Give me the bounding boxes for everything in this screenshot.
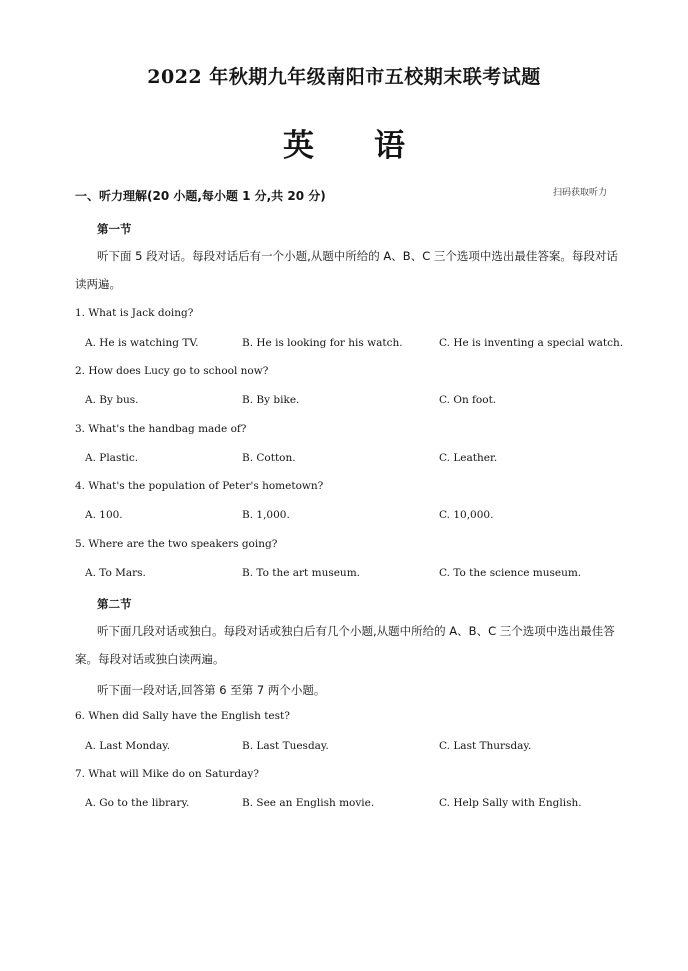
- part2-instruction: 听下面几段对话或独白。每段对话或独白后有几个小题,从题中所给的 A、B、C 三个选项中选出最佳答案。每段对话或独白读两遍。: [75, 624, 615, 666]
- option-c: C. Help Sally with English.: [439, 797, 582, 809]
- option-c: C. On foot.: [439, 394, 497, 406]
- option-b: B. Cotton.: [242, 452, 296, 464]
- option-b: B. He is looking for his watch.: [242, 337, 403, 349]
- option-a: A. He is watching TV.: [85, 337, 199, 349]
- option-b: B. Last Tuesday.: [242, 740, 329, 752]
- qr-audio-note: 扫码获取听力: [553, 188, 608, 198]
- option-b: B. By bike.: [242, 394, 300, 406]
- question-2: 2. How does Lucy go to school now?: [75, 365, 269, 377]
- option-c: C. To the science museum.: [439, 567, 582, 579]
- option-a: A. Go to the library.: [85, 797, 190, 809]
- option-b: B. See an English movie.: [242, 797, 375, 809]
- option-a: A. Last Monday.: [85, 740, 171, 752]
- option-b: B. 1,000.: [242, 509, 290, 521]
- option-a: A. Plastic.: [85, 452, 139, 464]
- question-3: 3. What's the handbag made of?: [75, 423, 247, 435]
- option-c: C. He is inventing a special watch.: [439, 337, 624, 349]
- option-c: C. Last Thursday.: [439, 740, 532, 752]
- question-6: 6. When did Sally have the English test?: [75, 710, 290, 722]
- option-a: A. To Mars.: [85, 567, 146, 579]
- option-a: A. 100.: [85, 509, 123, 521]
- subject-heading: 英语: [283, 128, 465, 164]
- part2-label: 第二节: [97, 597, 132, 611]
- question-1: 1. What is Jack doing?: [75, 307, 194, 319]
- part1-instruction: 听下面 5 段对话。每段对话后有一个小题,从题中所给的 A、B、C 三个选项中选出最佳答案。每段对话读两遍。: [75, 249, 618, 291]
- option-c: C. 10,000.: [439, 509, 494, 521]
- question-5: 5. Where are the two speakers going?: [75, 538, 278, 550]
- exam-title: 2022 年秋期九年级南阳市五校期末联考试题: [147, 66, 541, 88]
- listening-section-heading: 一、听力理解(20 小题,每小题 1 分,共 20 分): [75, 189, 326, 203]
- question-7: 7. What will Mike do on Saturday?: [75, 768, 259, 780]
- part1-label: 第一节: [97, 222, 132, 236]
- option-c: C. Leather.: [439, 452, 498, 464]
- option-a: A. By bus.: [85, 394, 139, 406]
- part2-sub-instruction: 听下面一段对话,回答第 6 至第 7 两个小题。: [97, 683, 326, 697]
- question-4: 4. What's the population of Peter's hometown?: [75, 480, 324, 492]
- option-b: B. To the art museum.: [242, 567, 360, 579]
